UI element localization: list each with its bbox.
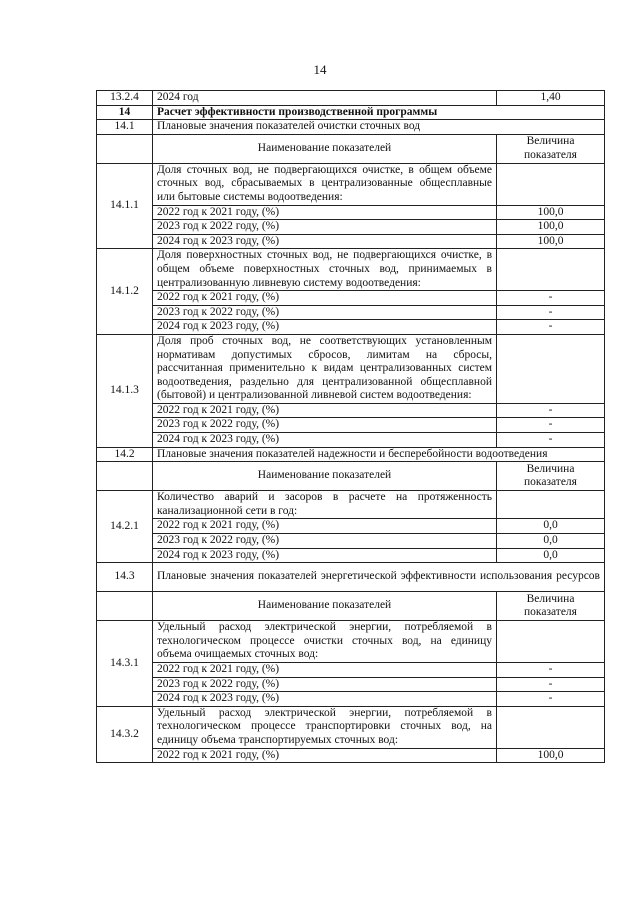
year-row (97, 534, 605, 549)
indicator-text: Доля сточных вод, не подвергающихся очистке, в общем объеме сточных вод, сбрасываемых в централизованные общесплавные или бытовые системы водоотведения: (153, 163, 497, 205)
indicator-text: Доля проб сточных вод, не соответствующих установленным нормативам допустимых сбросов, лимитам на сбросы, рассчитанная применительно к видам централизованных систем водоотведения, раздельно для централизованной общесплавной (бытовой) и централизованной ливневой систем водоотведения: (153, 334, 497, 403)
column-header-row (97, 462, 605, 491)
indicator-row (97, 706, 605, 748)
row-value: 1,40 (497, 91, 605, 106)
section-title: Расчет эффективности производственной программы (153, 105, 605, 120)
year-row (97, 663, 605, 678)
indicator-number: 14.1.3 (97, 334, 153, 447)
column-header-value: Величина показателя (497, 134, 605, 163)
year-value: 0,0 (497, 548, 605, 563)
year-value: 100,0 (497, 205, 605, 220)
year-label: 2023 год к 2022 году, (%) (153, 534, 497, 549)
year-value: - (497, 663, 605, 678)
subsection-title: Плановые значения показателей очистки сточных вод (153, 120, 605, 135)
year-label: 2024 год к 2023 году, (%) (153, 548, 497, 563)
year-label: 2023 год к 2022 году, (%) (153, 418, 497, 433)
indicator-text: Удельный расход электрической энергии, потребляемой в технологическом процессе транспортировки сточных вод, на единицу объема транспортируемых сточных вод: (153, 706, 497, 748)
indicator-text: Доля поверхностных сточных вод, не подвергающихся очистке, в общем объеме поверхностных сточных вод, принимаемых в централизованную ливневую систему водоотведения: (153, 249, 497, 291)
subsection-number: 14.3 (97, 563, 153, 592)
table-row (97, 91, 605, 106)
section-number: 14 (97, 105, 153, 120)
year-value: - (497, 305, 605, 320)
year-row (97, 433, 605, 448)
year-value: - (497, 418, 605, 433)
column-header-name: Наименование показателей (153, 134, 497, 163)
year-row (97, 305, 605, 320)
row-number: 13.2.4 (97, 91, 153, 106)
year-row (97, 234, 605, 249)
year-label: 2024 год к 2023 году, (%) (153, 320, 497, 335)
year-row (97, 320, 605, 335)
year-row (97, 291, 605, 306)
production-program-table (96, 90, 605, 763)
year-row (97, 403, 605, 418)
year-value: - (497, 320, 605, 335)
year-value: 0,0 (497, 519, 605, 534)
column-header-value: Величина показателя (497, 592, 605, 621)
year-label: 2022 год к 2021 году, (%) (153, 663, 497, 678)
year-value: - (497, 692, 605, 707)
year-value: 0,0 (497, 534, 605, 549)
year-label: 2024 год к 2023 году, (%) (153, 234, 497, 249)
column-header-row (97, 592, 605, 621)
subsection-row (97, 120, 605, 135)
year-label: 2023 год к 2022 году, (%) (153, 305, 497, 320)
year-label: 2024 год к 2023 году, (%) (153, 692, 497, 707)
year-value: 100,0 (497, 220, 605, 235)
year-value: - (497, 433, 605, 448)
subsection-title: Плановые значения показателей энергетической эффективности использования ресурсов (153, 563, 605, 592)
indicator-number: 14.1.1 (97, 163, 153, 249)
year-value: - (497, 291, 605, 306)
year-row (97, 677, 605, 692)
indicator-text: Удельный расход электрической энергии, потребляемой в технологическом процессе очистки сточных вод, на единицу объема очищаемых сточных вод: (153, 621, 497, 663)
year-row (97, 519, 605, 534)
indicator-row (97, 621, 605, 663)
year-row (97, 220, 605, 235)
year-label: 2022 год к 2021 году, (%) (153, 748, 497, 763)
year-label: 2022 год к 2021 году, (%) (153, 291, 497, 306)
column-header-name: Наименование показателей (153, 592, 497, 621)
year-row (97, 418, 605, 433)
page-number: 14 (313, 62, 327, 77)
year-value: 100,0 (497, 748, 605, 763)
year-label: 2022 год к 2021 году, (%) (153, 519, 497, 534)
subsection-number: 14.2 (97, 447, 153, 462)
year-label: 2022 год к 2021 году, (%) (153, 205, 497, 220)
indicator-row (97, 491, 605, 519)
year-row (97, 692, 605, 707)
indicator-number: 14.1.2 (97, 249, 153, 335)
year-row (97, 205, 605, 220)
column-header-name: Наименование показателей (153, 462, 497, 491)
subsection-number: 14.1 (97, 120, 153, 135)
year-label: 2022 год к 2021 году, (%) (153, 403, 497, 418)
indicator-number: 14.3.2 (97, 706, 153, 762)
column-header-value: Величина показателя (497, 462, 605, 491)
year-value: - (497, 677, 605, 692)
subsection-row (97, 447, 605, 462)
indicator-number: 14.3.1 (97, 621, 153, 707)
indicator-text: Количество аварий и засоров в расчете на протяженность канализационной сети в год: (153, 491, 497, 519)
year-label: 2023 год к 2022 году, (%) (153, 677, 497, 692)
year-value: 100,0 (497, 234, 605, 249)
row-label: 2024 год (153, 91, 497, 106)
indicator-row (97, 334, 605, 403)
subsection-row (97, 563, 605, 592)
subsection-title: Плановые значения показателей надежности и бесперебойности водоотведения (153, 447, 605, 462)
year-label: 2023 год к 2022 году, (%) (153, 220, 497, 235)
year-row (97, 548, 605, 563)
indicator-number: 14.2.1 (97, 491, 153, 563)
year-row (97, 748, 605, 763)
indicator-row (97, 163, 605, 205)
section-row (97, 105, 605, 120)
indicator-row (97, 249, 605, 291)
column-header-row (97, 134, 605, 163)
year-value: - (497, 403, 605, 418)
year-label: 2024 год к 2023 году, (%) (153, 433, 497, 448)
